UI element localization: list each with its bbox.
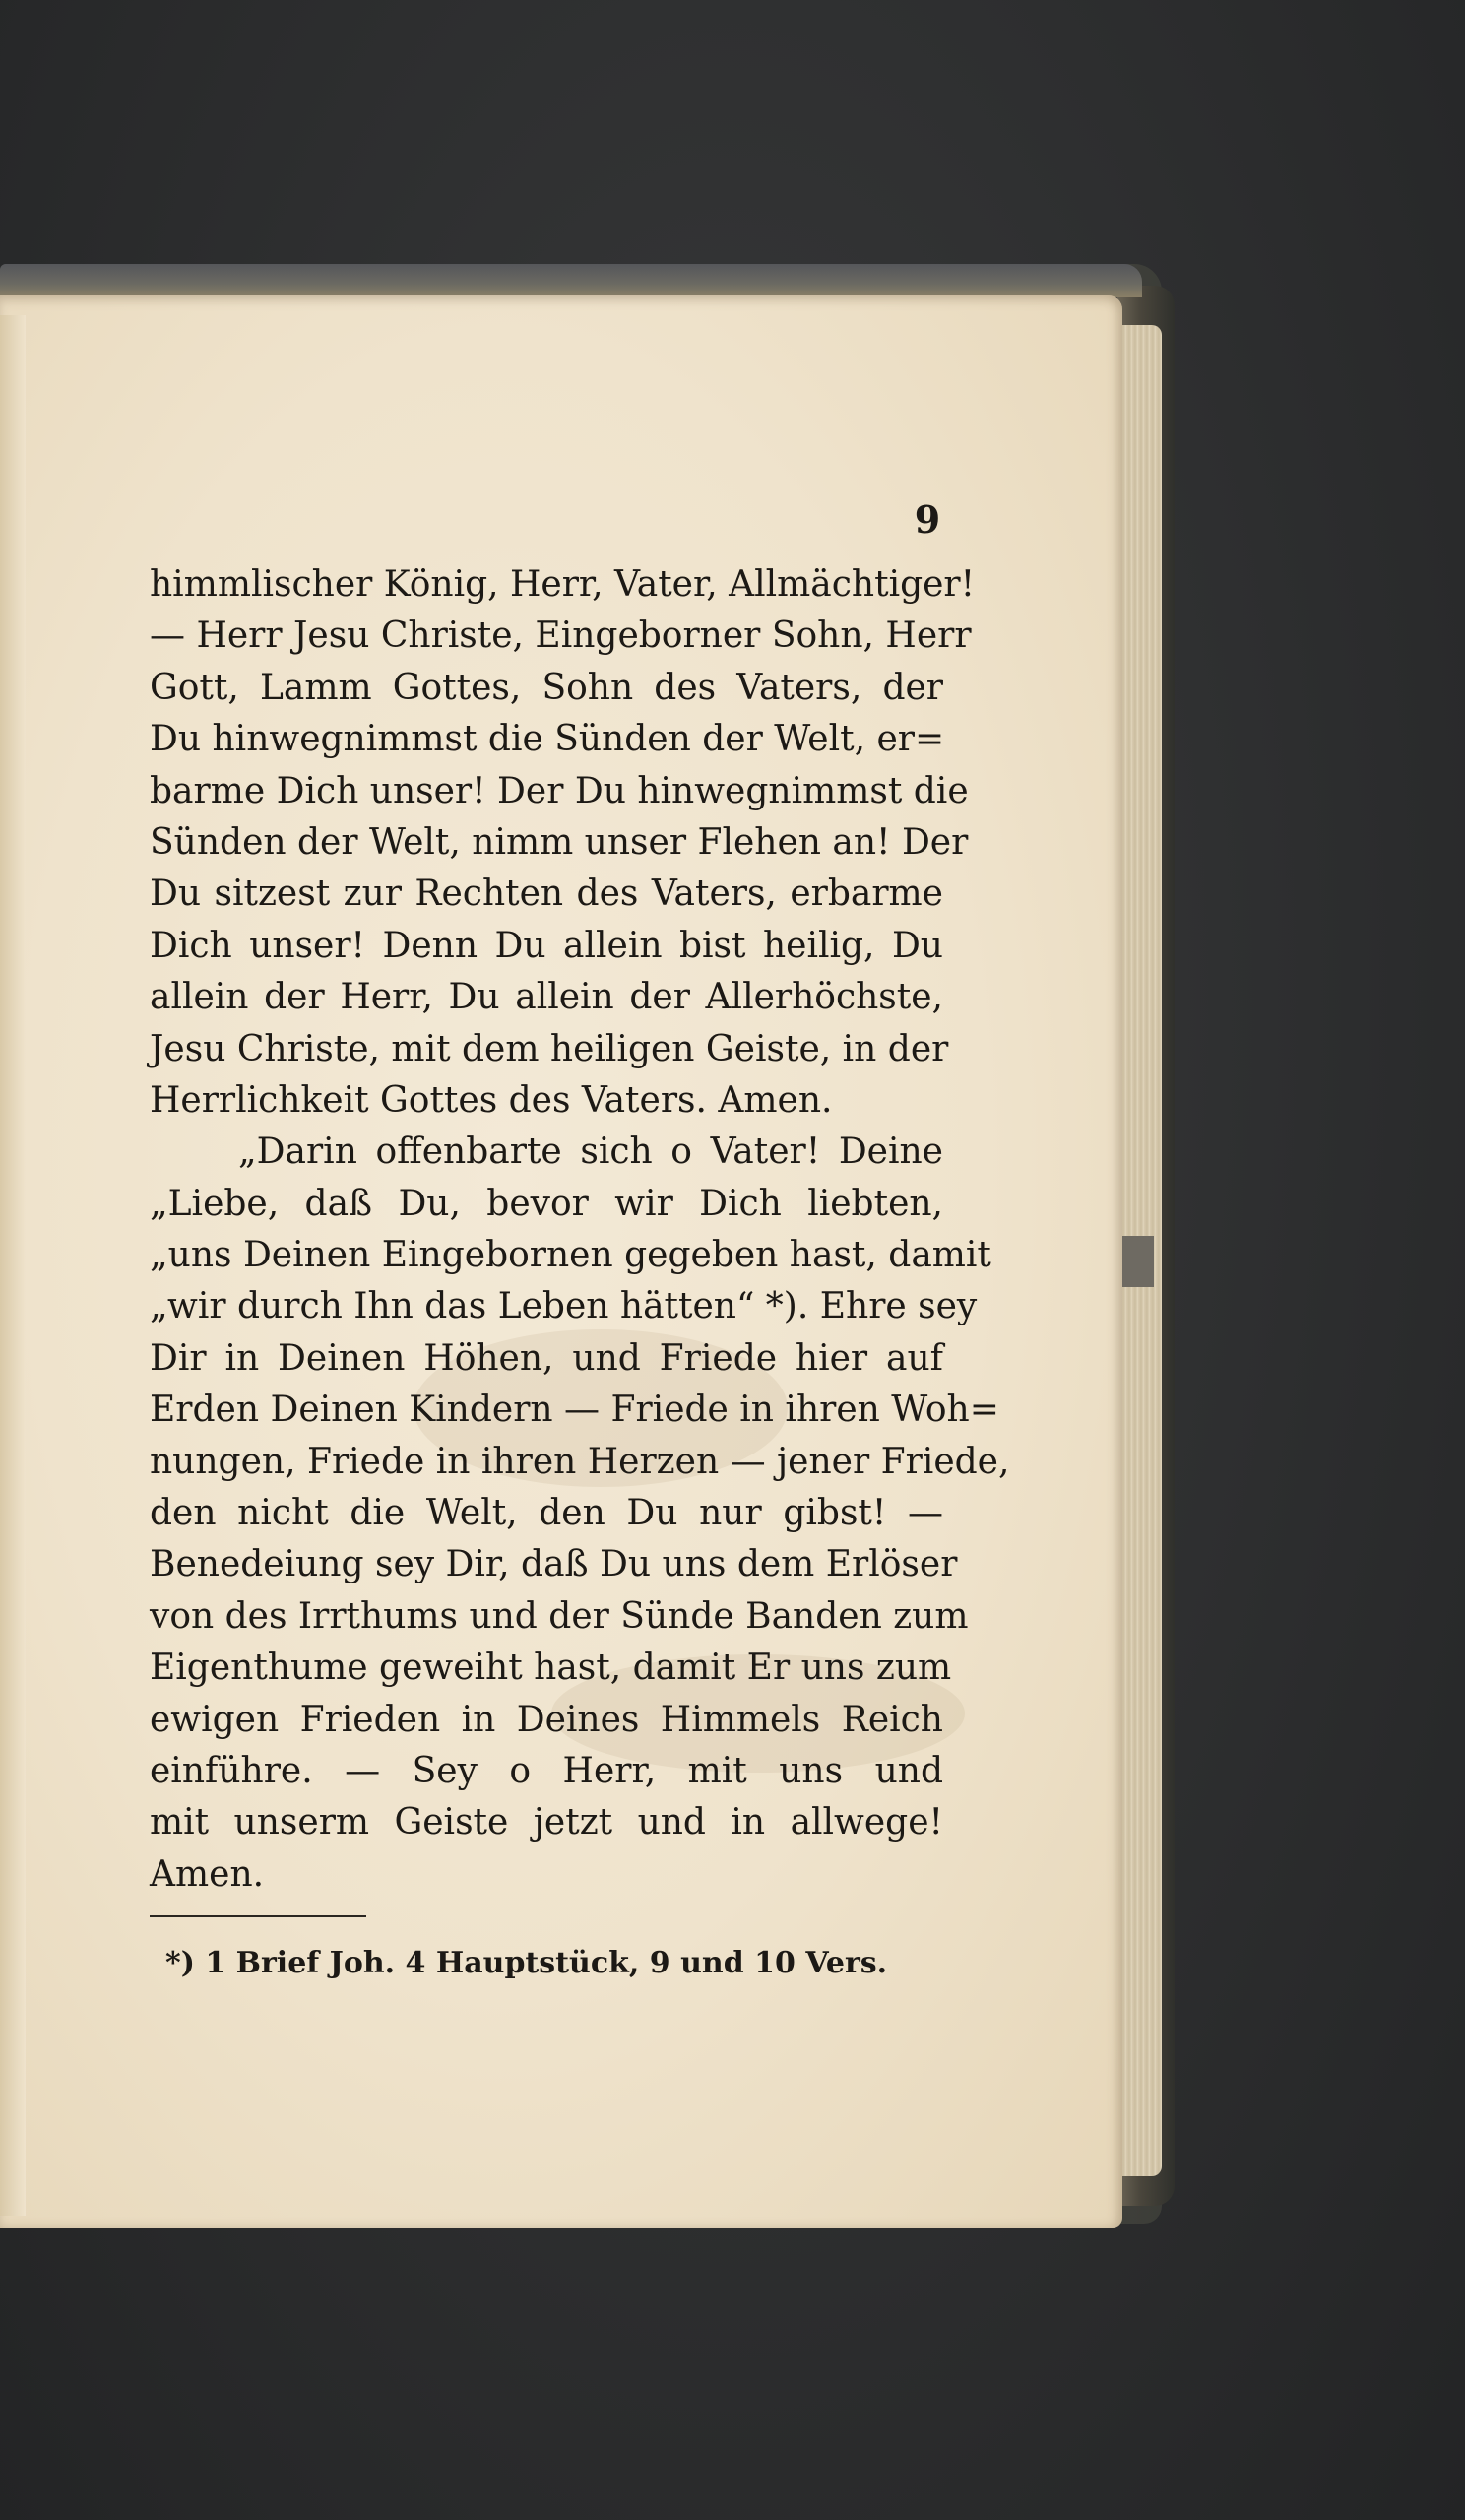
text-line: himmlischer König, Herr, Vater, Allmächtiger!	[150, 564, 976, 605]
text-line: barme Dich unser! Der Du hinwegnimmst die	[150, 770, 969, 811]
text-line: Benedeiung sey Dir, daß Du uns dem Erlöser	[150, 1544, 958, 1585]
text-line: den nicht die Welt, den Du nur gibst! —	[150, 1493, 943, 1534]
page-gutter	[0, 315, 26, 2216]
footnote: *) 1 Brief Joh. 4 Hauptstück, 9 und 10 Vers.	[165, 1946, 888, 1980]
text-line: Dir in Deinen Höhen, und Friede hier auf	[150, 1337, 943, 1379]
text-line: „Darin offenbarte sich o Vater! Deine	[238, 1131, 943, 1173]
text-line: „wir durch Ihn das Leben hätten“ *). Ehre sey	[150, 1286, 978, 1327]
text-line: Sünden der Welt, nimm unser Flehen an! Der	[150, 821, 969, 863]
text-line: nungen, Friede in ihren Herzen — jener Friede,	[150, 1441, 1010, 1482]
text-line: Jesu Christe, mit dem heiligen Geiste, in der	[150, 1028, 949, 1069]
body-text	[150, 559, 1010, 1901]
text-line: allein der Herr, Du allein der Allerhöchste,	[150, 977, 943, 1018]
text-line: ewigen Frieden in Deines Himmels Reich	[150, 1699, 943, 1740]
cover-top-edge	[0, 264, 1142, 297]
text-line: Du sitzest zur Rechten des Vaters, erbarme	[150, 873, 943, 915]
text-line: Erden Deinen Kindern — Friede in ihren Woh=	[150, 1389, 999, 1431]
text-line: von des Irrthums und der Sünde Banden zum	[150, 1595, 969, 1637]
text-line: einführe. — Sey o Herr, mit uns und	[150, 1750, 943, 1791]
text-line: Herrlichkeit Gottes des Vaters. Amen.	[150, 1079, 833, 1121]
text-line: mit unserm Geiste jetzt und in allwege!	[150, 1802, 943, 1843]
text-line: — Herr Jesu Christe, Eingeborner Sohn, Herr	[150, 615, 972, 657]
text-line: Eigenthume geweiht hast, damit Er uns zum	[150, 1648, 952, 1689]
page-number: 9	[914, 497, 941, 542]
text-line: „uns Deinen Eingebornen gegeben hast, damit	[150, 1235, 991, 1276]
text-line: Amen.	[150, 1853, 265, 1895]
text-line: Dich unser! Denn Du allein bist heilig, Du	[150, 925, 943, 966]
text-line: „Liebe, daß Du, bevor wir Dich liebten,	[150, 1183, 943, 1224]
text-line: Du hinwegnimmst die Sünden der Welt, er=	[150, 719, 945, 760]
footnote-rule	[150, 1915, 366, 1917]
text-line: Gott, Lamm Gottes, Sohn des Vaters, der	[150, 667, 943, 708]
